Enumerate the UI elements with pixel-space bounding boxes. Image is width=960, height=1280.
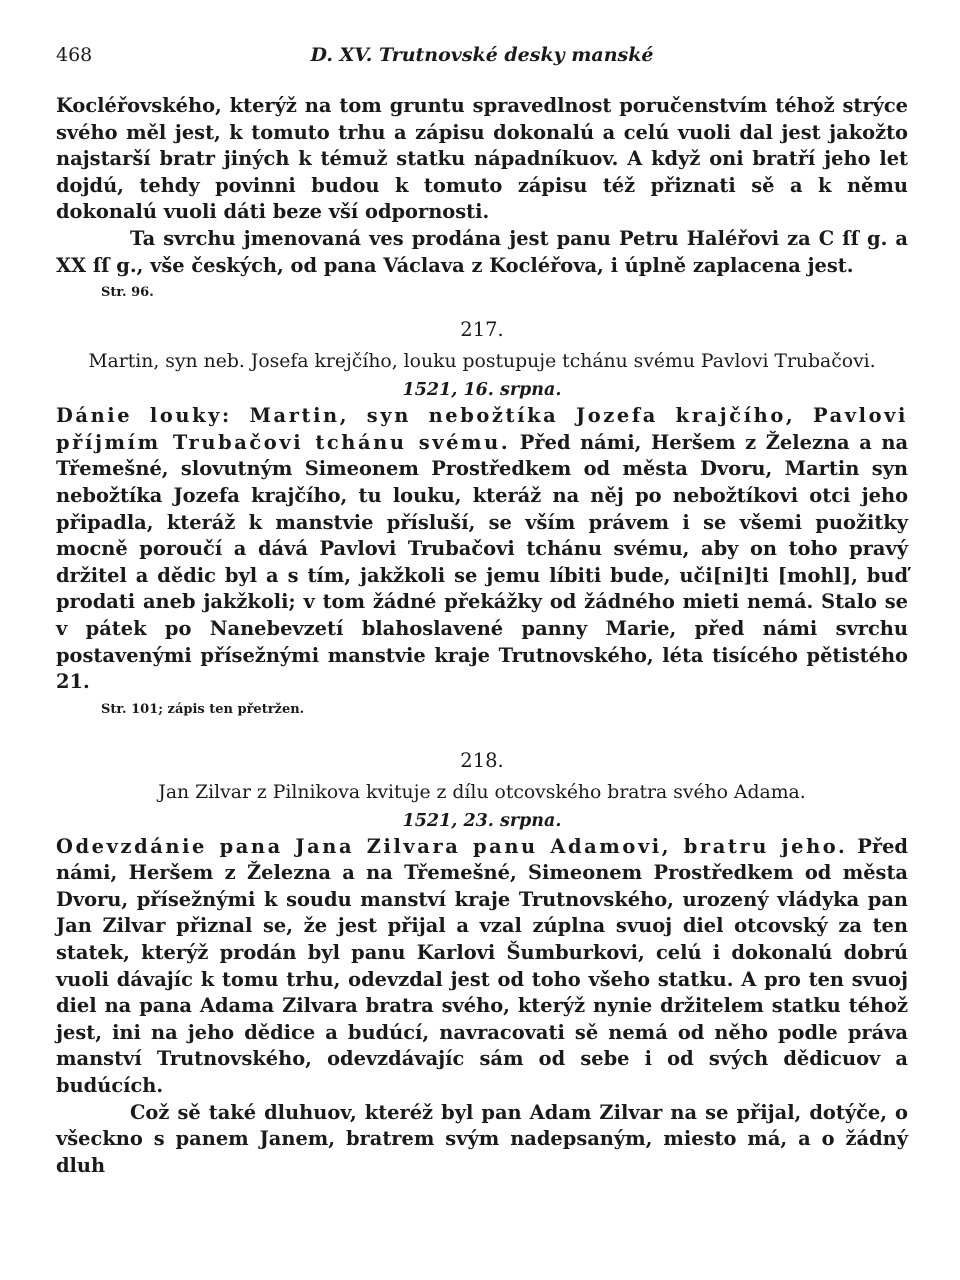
document-paragraph: Což sě také dluhuov, kteréž byl pan Adam Zilvar na se přijal, dotýče, o všeckno s panem Janem, bratrem svým nadepsaným, miesto má, a o žádný dluh: [56, 1100, 908, 1177]
document-text: [56, 403, 908, 696]
continuation-paragraph: Kocléřovského, kterýž na tom gruntu spravedlnost poručenstvím téhož strýce svého měl jest, k tomuto trhu a zápisu dokonalú a celú vuoli dal jest jakožto najstarší bratr jiných k témuž statku nápadníkuov. A když oni bratří jeho let dojdú, tehdy povinni budou k tomuto zápisu též přiznati sě a k němu dokonalú vuoli dáti beze vší odpornosti.: [56, 94, 908, 224]
document-heading: Dánie louky: Martin, syn nebožtíka Jozefa krajčího, Pavlovi příjmím Trubačovi tchánu svému.: [56, 404, 908, 454]
document-heading: Odevzdánie pana Jana Zilvara panu Adamovi, bratru jeho.: [56, 834, 848, 858]
sale-paragraph: Ta svrchu jmenovaná ves prodána jest panu Petru Haléřovi za C ſſ g. a XX ſſ g., vše českých, od pana Václava z Kocléřova, i úplně zaplacena jest.: [56, 226, 908, 277]
page-header: [56, 44, 908, 74]
source-note: Str. 101; zápis ten přetržen.: [101, 701, 305, 717]
document-date: 1521, 16. srpna.: [402, 380, 562, 401]
document-number: 218.: [460, 748, 504, 772]
document-body: Před námi, Heršem z Železna a na Třemešné, slovutným Simeonem Prostředkem od města Dvoru, Martin syn nebožtíka Jozefa krajčího, tu louku, kteráž na něj po nebožtíkovi otci jeho připadla, kteráž k manstvie přísluší, se vším právem i se všemi puožitky mocně poroučí a dává Pavlovi Trubačovi tchánu svému, aby on toho pravý držitel a dědic byl a s tím, jakžkoli se jemu líbiti bude, uči[ni]ti [mohl], buď prodati aneb jakžkoli; v tom žádné překážky od žádného mieti nemá. Stalo se v pátek po Nanebevzetí blahoslavené panny Marie, před námi svrchu postavenými přísežnými manstvie kraje Trutnovského, léta tisícého pětistého 21.: [56, 430, 909, 694]
document-summary: Martin, syn neb. Josefa krejčího, louku postupuje tchánu svému Pavlovi Trubačovi.: [88, 351, 876, 373]
document-date: 1521, 23. srpna.: [402, 810, 562, 831]
page-body: [56, 93, 908, 1179]
page-number: 468: [56, 44, 93, 66]
document-body: Před námi, Heršem z Železna a na Třemešné, Simeonem Prostředkem od města Dvoru, přísežnými k soudu manství kraje Trutnovského, urozený vládyka pan Jan Zilvar přiznal se, že jest přijal a vzal zúplna svuoj diel otcovský za ten statek, kterýž prodán byl panu Karlovi Šumburkovi, celú i dokonalú dobrú vuoli dávajíc k tomu trhu, odevzdal jest od toho všeho statku. A pro ten svuoj diel na pana Adama Zilvara bratra svého, kterýž nynie držitelem statku téhož jest, ini na jeho dědice a budúcí, navracovati sě nemá od něho podle práva manství Trutnovského, odevzdávajíc sám od sebe i od svých dědicuov a budúcích.: [56, 834, 908, 1098]
document-text: [56, 834, 908, 1100]
running-head: D. XV. Trutnovské desky manské: [310, 44, 654, 66]
source-note: Str. 96.: [101, 285, 154, 301]
document-summary: Jan Zilvar z Pilnikova kvituje z dílu otcovského bratra svého Adama.: [158, 781, 806, 803]
section-gap: [56, 720, 908, 734]
document-number: 217.: [460, 318, 504, 342]
